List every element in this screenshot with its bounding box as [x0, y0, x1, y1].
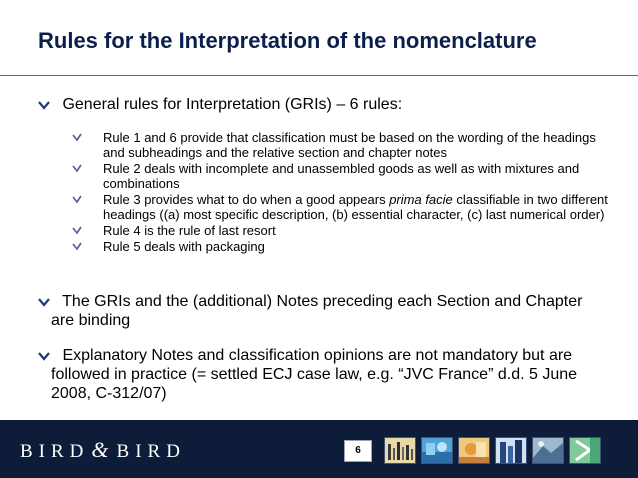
- logo-ampersand: &: [91, 437, 109, 462]
- bird-and-bird-logo: [20, 437, 186, 463]
- bullet-text: The GRIs and the (additional) Notes preceding each Section and Chapter: [58, 293, 583, 310]
- sub-bullet-text: classifiable in two different headings ((a) most specific description, (b) essential character, (c) last numerical order): [103, 192, 608, 222]
- page-number: 6: [344, 440, 372, 462]
- chevron-down-icon: [72, 226, 82, 235]
- chevron-down-icon: [72, 242, 82, 251]
- sub-bullet-text: Rule 4 is the rule of last resort: [103, 223, 276, 238]
- bullet-general-rules: [38, 95, 598, 114]
- sub-bullet-rule-2: [72, 161, 612, 191]
- prima-facie-emphasis: prima facie: [389, 192, 453, 207]
- title-divider: [0, 75, 638, 76]
- slide-title: Rules for the Interpretation of the nomenclature: [38, 28, 537, 53]
- chevron-down-icon: [38, 99, 50, 111]
- bullet-explanatory-notes: [38, 346, 598, 403]
- chevron-down-icon: [38, 350, 50, 362]
- decorative-thumbnail-image: [421, 437, 453, 464]
- bullet-text-continued: 2008, C-312/07): [51, 385, 167, 402]
- chevron-down-icon: [72, 195, 82, 204]
- bullet-text: General rules for Interpretation (GRIs) – 6 rules:: [58, 96, 403, 113]
- logo-word-right: BIRD: [116, 441, 186, 462]
- decorative-thumbnail-image: [532, 437, 564, 464]
- decorative-thumbnail-image: [569, 437, 601, 464]
- sub-bullet-rule-5: [72, 239, 612, 254]
- sub-bullet-text: Rule 5 deals with packaging: [103, 239, 265, 254]
- decorative-thumbnail-image: [458, 437, 490, 464]
- sub-bullet-text: Rule 2 deals with incomplete and unassembled goods as well as with mixtures and combinations: [103, 161, 580, 191]
- bullet-gris-binding: [38, 292, 598, 330]
- footer-bar: [0, 420, 638, 478]
- chevron-down-icon: [38, 296, 50, 308]
- logo-word-left: BIRD: [20, 441, 90, 462]
- decorative-thumbnail-image: [495, 437, 527, 464]
- sub-bullet-text: Rule 3 provides what to do when a good appears: [103, 192, 390, 207]
- decorative-thumbnail-image: [384, 437, 416, 464]
- sub-bullet-text: Rule 1 and 6 provide that classification must be based on the wording of the headings and subheadings and the relative section and chapter notes: [103, 130, 596, 160]
- sub-bullet-rule-3: [72, 192, 612, 222]
- bullet-text: Explanatory Notes and classification opinions are not mandatory but are: [58, 347, 573, 364]
- sub-bullet-rule-1-6: [72, 130, 612, 160]
- bullet-text-continued: followed in practice (= settled ECJ case law, e.g. “JVC France” d.d. 5 June: [51, 366, 578, 383]
- bullet-text-continued: are binding: [51, 312, 131, 329]
- chevron-down-icon: [72, 164, 82, 173]
- sub-bullet-rule-4: [72, 223, 612, 238]
- sub-bullet-list: [72, 130, 612, 255]
- chevron-down-icon: [72, 133, 82, 142]
